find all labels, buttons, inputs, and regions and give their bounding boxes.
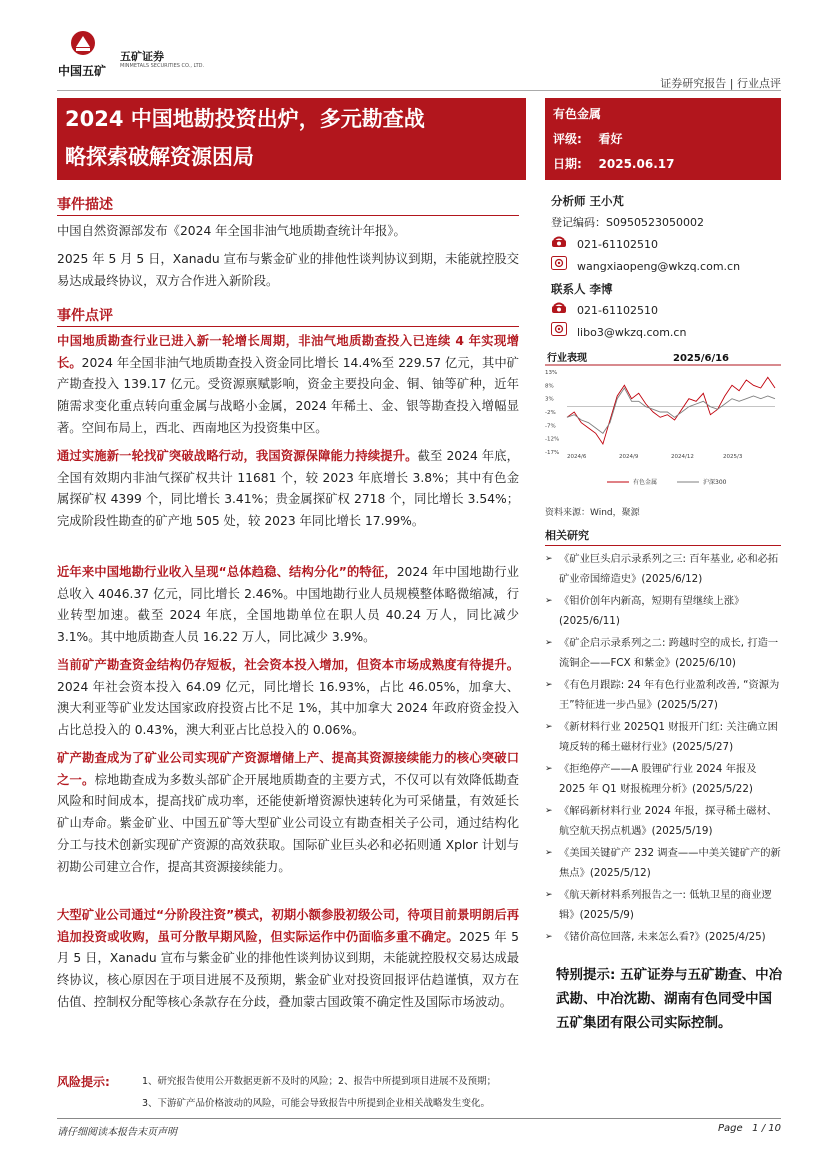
phone-icon	[551, 300, 567, 322]
related-item-text: 《锗价高位回落, 未来怎么看?》(2025/4/25)	[559, 931, 766, 943]
related-title: 相关研究	[545, 527, 781, 546]
title-line-2: 略探索破解资源困局	[65, 145, 254, 169]
comment-highlight: 当前矿产勘查资金结构仍存短板，社会资本投入增加，但资本市场成熟度有待提升。	[57, 658, 519, 672]
minmetals-emblem-icon	[70, 30, 96, 56]
related-item[interactable]	[545, 676, 781, 715]
analyst-phone: 021-61102510	[577, 238, 658, 251]
y-tick-label: -17%	[545, 450, 560, 456]
related-item-text: 《钼价创年内新高，短期有望继续上涨》(2025/6/11)	[559, 595, 745, 627]
y-tick-label: -12%	[545, 436, 560, 443]
y-tick-label: -2%	[545, 410, 556, 416]
comment-highlight: 近年来中国地勘行业收入呈现“总体趋稳、结构分化”的特征，	[57, 565, 397, 579]
chevron-right-icon: ➢	[545, 680, 553, 690]
related-item-text: 《矿业巨头启示录系列之三: 百年基业, 必和必拓矿业帝国缔造史》(2025/6/12)	[559, 553, 779, 585]
rating-label: 评级:	[553, 132, 582, 146]
comment-paragraph-2	[57, 446, 519, 533]
related-item-text: 《矿企启示录系列之二: 跨越时空的成长, 打造一流铜企——FCX 和紫金》(2025/6/10)	[559, 637, 779, 669]
chevron-right-icon: ➢	[545, 722, 553, 732]
chart-source: 资料来源：Wind，聚源	[545, 508, 640, 518]
related-item[interactable]	[545, 802, 781, 841]
contact-phone-row	[551, 300, 781, 322]
comment-paragraph-1	[57, 331, 519, 440]
chevron-right-icon: ➢	[545, 932, 553, 942]
comment-text: 截至 2024 年底，全国有效期内非油气探矿权共计 11681 个，较 2023 年底增长 3.8%；其中有色金属探矿权 4399 个，同比增长 3.41%；贵金属探矿权 2718 个，同比增长 3.54%；完成阶段性勘查的矿产地 505 处，较 2023 年同比增长 17.99%。	[57, 449, 519, 529]
section-event-comment: 事件点评	[57, 308, 113, 324]
risk-line-2: 3、下游矿产品价格波动的风险，可能会导致报告中所提到企业相关战略发生变化。	[142, 1098, 491, 1109]
header-divider	[57, 90, 781, 91]
date-value: 2025.06.17	[598, 157, 675, 171]
y-tick-label: -7%	[545, 423, 556, 430]
analyst-name: 分析师 王小芃	[551, 194, 625, 208]
related-item-text: 《拒绝停产——A 股锂矿行业 2024 年报及 2025 年 Q1 财报梳理分析》(2025/5/22)	[559, 763, 757, 795]
section-divider	[57, 215, 519, 216]
x-tick-label: 2024/12	[671, 454, 694, 460]
analyst-phone-row	[551, 234, 781, 256]
related-item-text: 《新材料行业 2025Q1 财报开门红: 关注确立困境反转的稀土磁材行业》(2025/5/27)	[559, 721, 778, 753]
section-event-desc: 事件描述	[57, 197, 113, 213]
related-item[interactable]	[545, 886, 781, 925]
brand-name: 五矿证券	[120, 50, 164, 63]
contact-phone: 021-61102510	[577, 304, 658, 317]
company-logo	[58, 30, 205, 80]
page-number	[718, 1123, 781, 1134]
y-tick-label: 3%	[545, 396, 554, 403]
chevron-right-icon: ➢	[545, 848, 553, 858]
risk-line-1: 1、研究报告使用公开数据更新不及时的风险；2、报告中所提到项目进展不及预期；	[142, 1076, 497, 1087]
y-tick-label: 13%	[545, 370, 558, 376]
rating-line	[553, 127, 773, 152]
related-item-text: 《有色月跟踪: 24 年有色行业盈利改善, “资源为王”特征进一步凸显》(2025/5/27)	[559, 679, 780, 711]
special-note: 特别提示: 五矿证券与五矿勘查、中冶武勘、中冶沈勘、湖南有色同受中国五矿集团有限公司实际控制。	[556, 967, 783, 1031]
related-item-text: 《航天新材料系列报告之一: 低轨卫星的商业逻辑》(2025/5/9)	[559, 889, 772, 921]
analyst-reg: 登记编码：S0950523050002	[551, 216, 704, 229]
x-tick-label: 2024/6	[567, 454, 587, 460]
page-label: Page	[717, 1123, 743, 1134]
comment-highlight: 中国地质勘查行业已进入新一轮增长周期，非油气地质勘查投入已连续 4 年实现增长。	[57, 334, 519, 370]
report-type: 证券研究报告 | 行业点评	[660, 77, 781, 90]
chart-title: 行业表现	[547, 353, 587, 364]
comment-paragraph-6	[57, 905, 519, 1014]
contact-email[interactable]: libo3@wkzq.com.cn	[577, 326, 687, 339]
comment-highlight: 矿产勘查成为了矿业公司实现矿产资源增储上产、提高其资源接续能力的核心突破口之一。	[57, 751, 519, 787]
chevron-right-icon: ➢	[545, 554, 553, 564]
comment-highlight: 通过实施新一轮找矿突破战略行动，我国资源保障能力持续提升。	[57, 449, 418, 463]
related-item[interactable]	[545, 634, 781, 673]
brand-subtitle: MINMETALS SECURITIES CO., LTD.	[120, 63, 205, 69]
report-title	[57, 98, 526, 180]
comment-highlight: 大型矿业公司通过“分阶段注资”模式，初期小额参股初级公司，待项目前景明朗后再追加投资或收购，虽可分散早期风险，但实际运作中仍面临多重不确定。	[57, 908, 519, 944]
chevron-right-icon: ➢	[545, 638, 553, 648]
date-label: 日期:	[553, 157, 582, 171]
chevron-right-icon: ➢	[545, 764, 553, 774]
chart-date: 2025/6/16	[673, 353, 730, 364]
related-item[interactable]	[545, 718, 781, 757]
industry-performance-chart	[545, 350, 781, 490]
related-item[interactable]	[545, 592, 781, 631]
rating-value: 看好	[598, 132, 623, 146]
rating-box	[545, 98, 781, 180]
risk-label: 风险提示:	[57, 1075, 110, 1089]
contact-email-row	[551, 322, 781, 344]
phone-icon	[551, 234, 567, 256]
related-item[interactable]	[545, 550, 781, 589]
related-item[interactable]	[545, 844, 781, 883]
industry-label: 有色金属	[553, 107, 602, 121]
series-line-0	[567, 377, 775, 444]
chevron-right-icon: ➢	[545, 596, 553, 606]
chevron-right-icon: ➢	[545, 806, 553, 816]
series-line-1	[567, 388, 775, 433]
related-item-text: 《美国关键矿产 232 调查——中美关键矿产的新焦点》(2025/5/12)	[559, 847, 781, 879]
event-paragraph-1: 中国自然资源部发布《2024 年全国非油气地质勘查统计年报》。	[57, 224, 406, 238]
page-count: 1 / 10	[752, 1123, 781, 1134]
x-tick-label: 2024/9	[619, 454, 639, 460]
comment-text: 棕地勘查成为多数头部矿企开展地质勘查的主要方式，不仅可以有效降低勘查风险和时间成本，提高找矿成功率，还能使新增资源快速转化为可采储量，有效延长矿山寿命。紫金矿业、中国五矿等大型矿业公司设立有勘查相关子公司，通过结构化分工与技术创新实现矿产资源的高效获取。国际矿业巨头必和必拓则通 Xplor 计划与初勘公司建立合作，提高其资源接续能力。	[57, 772, 519, 874]
comment-paragraph-3	[57, 562, 519, 649]
comment-text: 2025 年 5 月 5 日，Xanadu 宣布与紫金矿业的排他性谈判协议到期，未能就控股权交易达成最终协议，核心原因在于项目进展不及预期，紫金矿业对投资回报评估趋谨慎，双方在估值、控制权分配等核心条款存在分歧，叠加蒙古国政策不确定性及国际市场波动。	[57, 929, 519, 1009]
x-tick-label: 2025/3	[723, 454, 743, 460]
date-line	[553, 152, 773, 177]
analyst-block	[551, 190, 781, 344]
y-tick-label: 8%	[545, 383, 554, 390]
analyst-email-row	[551, 256, 781, 278]
logo-text: 中国五矿	[58, 64, 107, 78]
comment-text: 2024 年全国非油气地质勘查投入资金同比增长 14.4%至 229.57 亿元，其中矿产勘查投入 139.17 亿元。受资源禀赋影响，资金主要投向金、铜、铀等矿种，近年随需求变化重点转向重金属与战略小金属，2024 年稀土、金、银等勘查投入增幅显著。空间布局上，西北、西南地区为投资集中区。	[57, 355, 519, 435]
chart-svg	[545, 350, 781, 490]
footer-disclaimer: 请仔细阅读本报告末页声明	[57, 1127, 177, 1138]
comment-text: 2024 年社会资本投入 64.09 亿元，同比增长 16.93%，占比 46.05%，加拿大、澳大利亚等矿业发达国家政府投资占比不足 1%，其中加拿大 2024 年政府资金投入占比总投入的 0.43%，澳大利亚占比总投入的 0.06%。	[57, 679, 519, 738]
analyst-email[interactable]: wangxiaopeng@wkzq.com.cn	[577, 260, 741, 273]
related-item[interactable]	[545, 760, 781, 799]
section-divider	[57, 326, 519, 327]
related-item-text: 《解码新材料行业 2024 年报，探寻稀土磁材、航空航天拐点机遇》(2025/5/19)	[559, 805, 778, 837]
chevron-right-icon: ➢	[545, 890, 553, 900]
legend-label: 有色金属	[633, 479, 658, 486]
comment-paragraph-5	[57, 748, 519, 878]
comment-paragraph-4	[57, 655, 519, 742]
related-item[interactable]	[545, 928, 781, 948]
email-icon	[551, 256, 567, 278]
email-icon	[551, 322, 567, 344]
event-paragraph-2: 2025 年 5 月 5 日，Xanadu 宣布与紫金矿业的排他性谈判协议到期，未能就控股交易达成最终协议，双方合作进入新阶段。	[57, 252, 519, 288]
footer-divider	[57, 1118, 781, 1119]
legend-label: 沪深300	[703, 479, 727, 486]
comment-text: 2024 年中国地勘行业总收入 4046.37 亿元，同比增长 2.46%。中国地勘行业人员规模整体略微缩减，行业转型加速。截至 2024 年底，全国地勘单位在职人员 40.24 万人，同比减少 3.1%。其中地质勘查人员 16.22 万人，同比减少 3.9%。	[57, 565, 519, 645]
related-research	[545, 527, 781, 951]
contact-name: 联系人 李博	[551, 282, 613, 296]
title-line-1: 2024 中国地勘投资出炉，多元勘查战	[65, 107, 425, 131]
